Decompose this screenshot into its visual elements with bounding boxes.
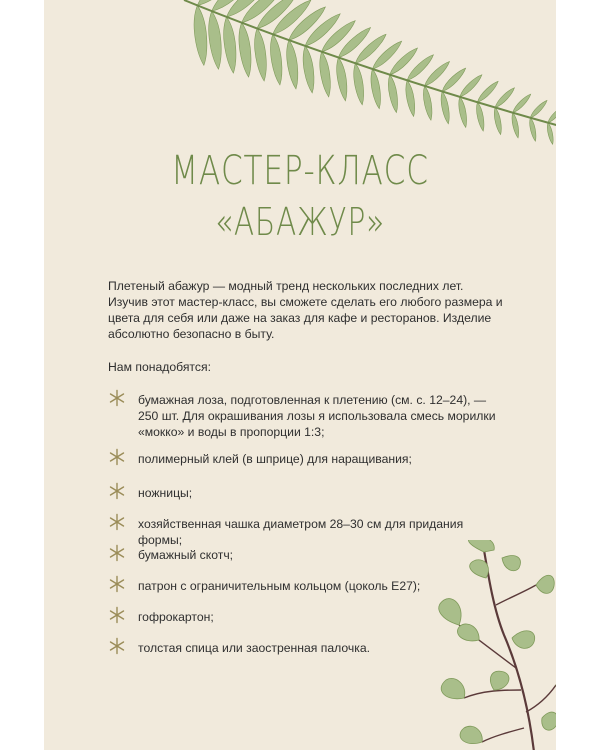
fern-leaf-illustration [144, 0, 556, 160]
fern-leaflet [221, 16, 239, 74]
star-icon [108, 544, 126, 562]
fern-leaflet [529, 99, 549, 120]
material-text: гофрокартон; [138, 610, 214, 624]
material-text: бумажный скотч; [138, 548, 234, 562]
fern-leaflet [511, 92, 533, 114]
fern-leaflet [284, 39, 301, 89]
fern-leaflet [457, 96, 469, 128]
material-text: патрон с ограничительным кольцом (цоколь Е27); [138, 579, 421, 593]
fern-leaflet [475, 79, 500, 104]
ginkgo-branch-illustration [424, 540, 556, 750]
material-text: полимерный клей (в шприце) для наращивания; [138, 452, 412, 466]
title-line-2: «АБАЖУР» [214, 200, 386, 244]
star-icon [108, 448, 126, 466]
star-icon [108, 575, 126, 593]
book-page [44, 0, 556, 750]
fern-leaflet [421, 85, 434, 121]
material-text: бумажная лоза, подготовленная к плетению (см. с. 12–24), — 250 шт. Для окрашивания лозы я использовала смесь морилки «мокко» и воды в пропорции 1:3; [138, 393, 496, 439]
fern-leaflet [317, 51, 333, 98]
fern-leaflet [546, 105, 556, 124]
intro-paragraph: Плетеный абажур — модный тренд нескольких последних лет. Изучив этот мастер-класс, вы сможете сделать его любого размера и цвета для себя или даже на заказ для кафе и ресторанов. Изделие абсолютно безопасно в быту. [108, 279, 503, 341]
star-icon [108, 637, 126, 655]
fern-leaflet [439, 91, 451, 125]
star-icon [108, 513, 126, 531]
fern-leaflet [458, 73, 484, 99]
fern-leaflet [475, 102, 486, 132]
title-line-1: МАСТЕР-КЛАСС [171, 148, 429, 194]
star-icon [108, 482, 126, 500]
fern-leaflet [546, 122, 555, 145]
fern-leaflet [301, 45, 317, 93]
fern-leaflet [236, 22, 254, 78]
fern-leaflet [334, 57, 349, 102]
fern-leaflet [192, 5, 210, 66]
material-text: толстая спица или заостренная палочка. [138, 641, 370, 655]
materials-heading: Нам понадобятся: [108, 360, 211, 374]
material-text: ножницы; [138, 486, 193, 500]
fern-leaflet [206, 10, 224, 69]
material-text: хозяйственная чашка диаметром 28–30 см для придания формы; [138, 517, 464, 547]
fern-leaflet [493, 86, 516, 109]
fern-leaflet [268, 34, 285, 86]
fern-leaflet [351, 63, 366, 106]
fern-leaflet [510, 112, 520, 138]
fern-leaflet [252, 28, 269, 82]
star-icon [108, 389, 126, 407]
fern-leaflet [369, 68, 384, 109]
fern-leaflet [492, 107, 503, 135]
fern-leaflet [386, 74, 400, 113]
star-icon [108, 606, 126, 624]
fern-leaflet [528, 117, 538, 141]
fern-leaflet [404, 80, 418, 117]
